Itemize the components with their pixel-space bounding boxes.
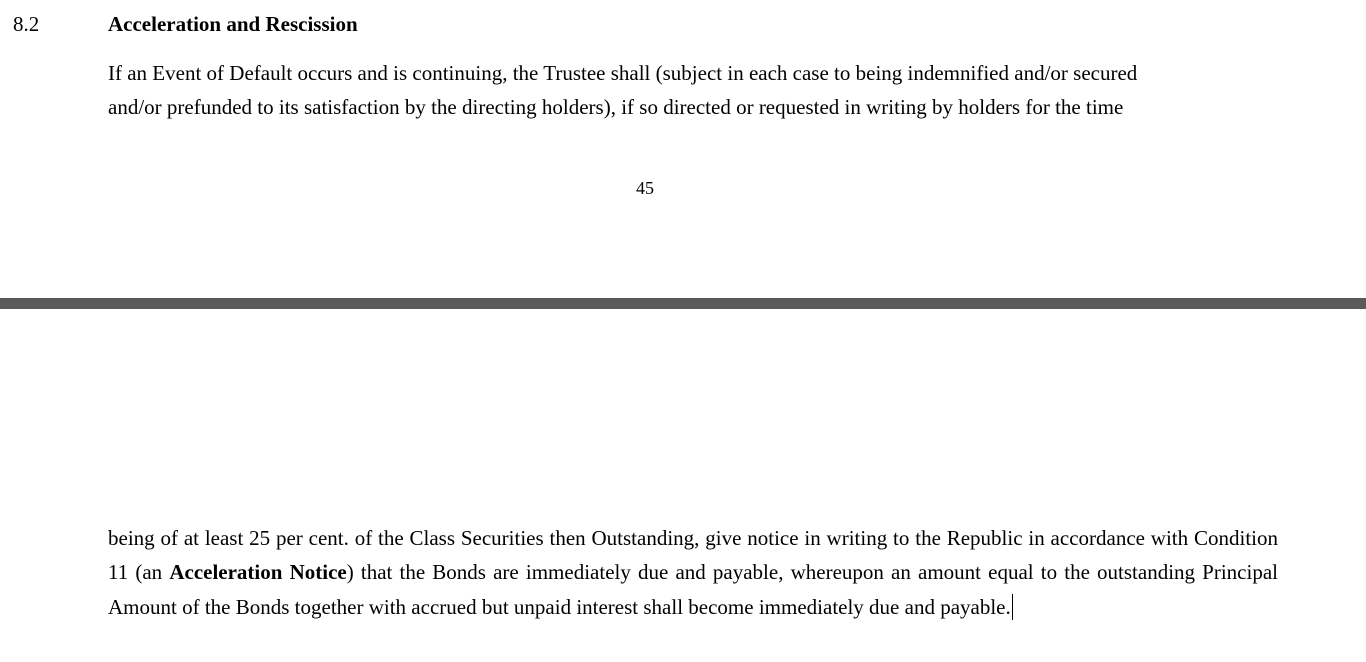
page-break-divider xyxy=(0,298,1366,309)
paragraph-acceleration-part-1[interactable] xyxy=(108,56,1278,125)
paragraph-line: and/or prefunded to its satisfaction by the directing holders), if so directed or requested in writing by holders for the time xyxy=(108,95,1124,120)
text-cursor xyxy=(1012,594,1013,620)
page-number: 45 xyxy=(636,178,654,198)
paragraph-line: If an Event of Default occurs and is continuing, the Trustee shall (subject in each case to being indemnified and/or secured xyxy=(108,61,1138,85)
defined-term-acceleration-notice: Acceleration Notice xyxy=(169,560,347,585)
paragraph-text-before-term: being of at least 25 per cent. of the Class Securities then Outstanding, give notice in writing to the Republic in accordance with Condition 11 (an xyxy=(108,526,1278,585)
paragraph-text-after-term: ) that the Bonds are immediately due and payable, whereupon an amount equal to the outstanding Principal Amount of the Bonds together with accrued but unpaid interest shall become immediately due and payable. xyxy=(108,560,1278,619)
document-page-top xyxy=(0,0,1366,298)
section-heading: Acceleration and Rescission xyxy=(108,12,358,36)
section-number: 8.2 xyxy=(13,12,40,36)
paragraph-acceleration-part-2[interactable] xyxy=(108,521,1278,624)
